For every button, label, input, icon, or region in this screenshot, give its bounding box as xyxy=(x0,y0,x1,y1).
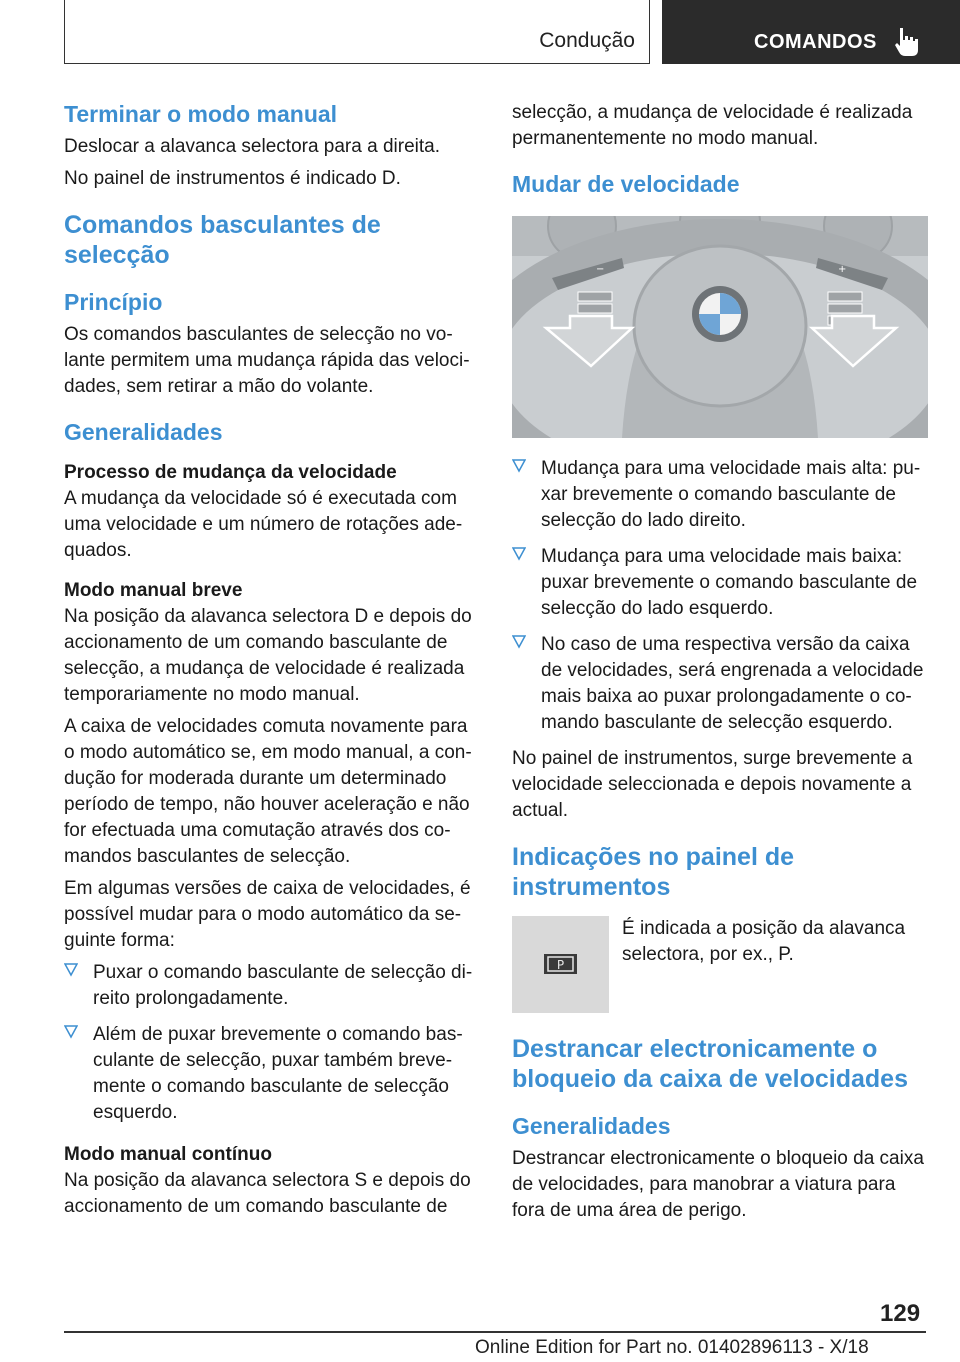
list-item-text: Puxar o comando basculante de selecção direito prolongadamente. xyxy=(93,962,473,1009)
triangle-bullet-icon xyxy=(512,635,526,649)
list-item-text: Além de puxar brevemente o comando basculante de selecção, puxar também brevemente o comando basculante de selecção esquerdo. xyxy=(93,1024,463,1123)
gear-display-image xyxy=(512,916,609,1013)
paragraph-end-1: Deslocar a alavanca selectora para a direita. xyxy=(64,136,440,157)
triangle-bullet-icon xyxy=(64,1025,78,1039)
triangle-bullet-icon xyxy=(64,963,78,977)
svg-text:+: + xyxy=(838,264,847,275)
heading-process: Processo de mudança da velocidade xyxy=(64,462,397,483)
heading-indications-line1: Indicações no painel de xyxy=(512,843,795,871)
paragraph-continuous: Na posição da alavanca selectora S e depois do accionamento de um comando basculante de xyxy=(64,1170,471,1217)
paragraph-short-1: Na posição da alavanca selectora D e depois do accionamento de um comando basculante de selecção, a mudança de velocidade é realizada temporariamente no modo manual. xyxy=(64,606,472,705)
hand-pointer-icon xyxy=(894,26,922,58)
paragraph-continued: selecção, a mudança de velocidade é realizada permanentemente no modo manual. xyxy=(512,102,913,149)
heading-paddles-line1: Comandos basculantes de xyxy=(64,211,381,239)
paragraph-shift-info: No painel de instrumentos, surge brevemente a velocidade seleccionada e depois novamente a actual. xyxy=(512,748,913,821)
header-chapter-box xyxy=(662,0,960,64)
gear-display-label: P xyxy=(556,958,565,972)
heading-paddles-line2: selecção xyxy=(64,241,170,269)
paragraph-principle: Os comandos basculantes de selecção no volante permitem uma mudança rápida das velocidades, sem retirar a mão do volante. xyxy=(64,324,470,397)
heading-unlock-line1: Destrancar electronicamente o xyxy=(512,1035,878,1063)
heading-short-manual: Modo manual breve xyxy=(64,580,243,601)
paragraph-short-2: A caixa de velocidades comuta novamente para o modo automático se, em modo manual, a condução for moderada durante um determinado período de tempo, não houver aceleração e não for efectuada uma comutação através dos comandos basculantes de selecção. xyxy=(64,716,472,867)
bullet-list-shift xyxy=(512,456,928,736)
steering-wheel-paddles-image xyxy=(512,216,928,438)
heading-general-right: Generalidades xyxy=(512,1113,671,1139)
heading-continuous: Modo manual contínuo xyxy=(64,1144,272,1165)
heading-general: Generalidades xyxy=(64,419,223,445)
page-number: 129 xyxy=(880,1300,921,1327)
paragraph-short-3: Em algumas versões de caixa de velocidades, é possível mudar para o modo automático da seguinte forma: xyxy=(64,878,471,951)
heading-unlock xyxy=(512,1034,928,1094)
heading-end-manual: Terminar o modo manual xyxy=(64,101,338,127)
heading-shift: Mudar de velocidade xyxy=(512,171,740,197)
footer-edition: Online Edition for Part no. 01402896113 - X/18 xyxy=(475,1337,869,1358)
bullet-list-auto-mode xyxy=(64,960,476,1126)
heading-paddles xyxy=(64,210,476,270)
paragraph-process: A mudança da velocidade só é executada com uma velocidade e um número de rotações adequados. xyxy=(64,488,463,561)
footer-divider xyxy=(64,1331,926,1333)
list-item-text: Mudança para uma velocidade mais baixa: puxar brevemente o comando basculante de selecção do lado esquerdo. xyxy=(541,546,918,619)
heading-indications xyxy=(512,842,928,902)
gear-display-icon xyxy=(512,916,609,1013)
svg-text:−: − xyxy=(596,264,605,275)
list-item-text: No caso de uma respectiva versão da caixa de velocidades, será engrenada a velocidade mais baixa ao puxar prolongadamente o comando basculante de selecção esquerdo. xyxy=(541,634,924,733)
list-item xyxy=(64,960,476,1012)
header-section-title: Condução xyxy=(539,29,635,52)
list-item xyxy=(512,456,928,534)
indication-row xyxy=(512,916,928,1016)
right-column xyxy=(512,100,928,1224)
list-item xyxy=(512,544,928,622)
header-chapter-title: COMANDOS xyxy=(754,31,877,53)
list-item xyxy=(64,1022,476,1126)
paragraph-indications: É indicada a posição da alavanca selectora, por ex., P. xyxy=(622,918,906,965)
triangle-bullet-icon xyxy=(512,459,526,473)
heading-indications-line2: instrumentos xyxy=(512,873,671,901)
list-item xyxy=(512,632,928,736)
paragraph-unlock: Destrancar electronicamente o bloqueio da caixa de velocidades, para manobrar a viatura para fora de uma área de perigo. xyxy=(512,1148,924,1221)
list-item-text: Mudança para uma velocidade mais alta: puxar brevemente o comando basculante de selecção do lado direito. xyxy=(541,458,921,531)
triangle-bullet-icon xyxy=(512,547,526,561)
paragraph-end-2: No painel de instrumentos é indicado D. xyxy=(64,168,401,189)
left-column xyxy=(64,100,476,1220)
heading-principle: Princípio xyxy=(64,289,163,315)
header-section-box xyxy=(64,0,650,64)
heading-unlock-line2: bloqueio da caixa de velocidades xyxy=(512,1065,908,1093)
